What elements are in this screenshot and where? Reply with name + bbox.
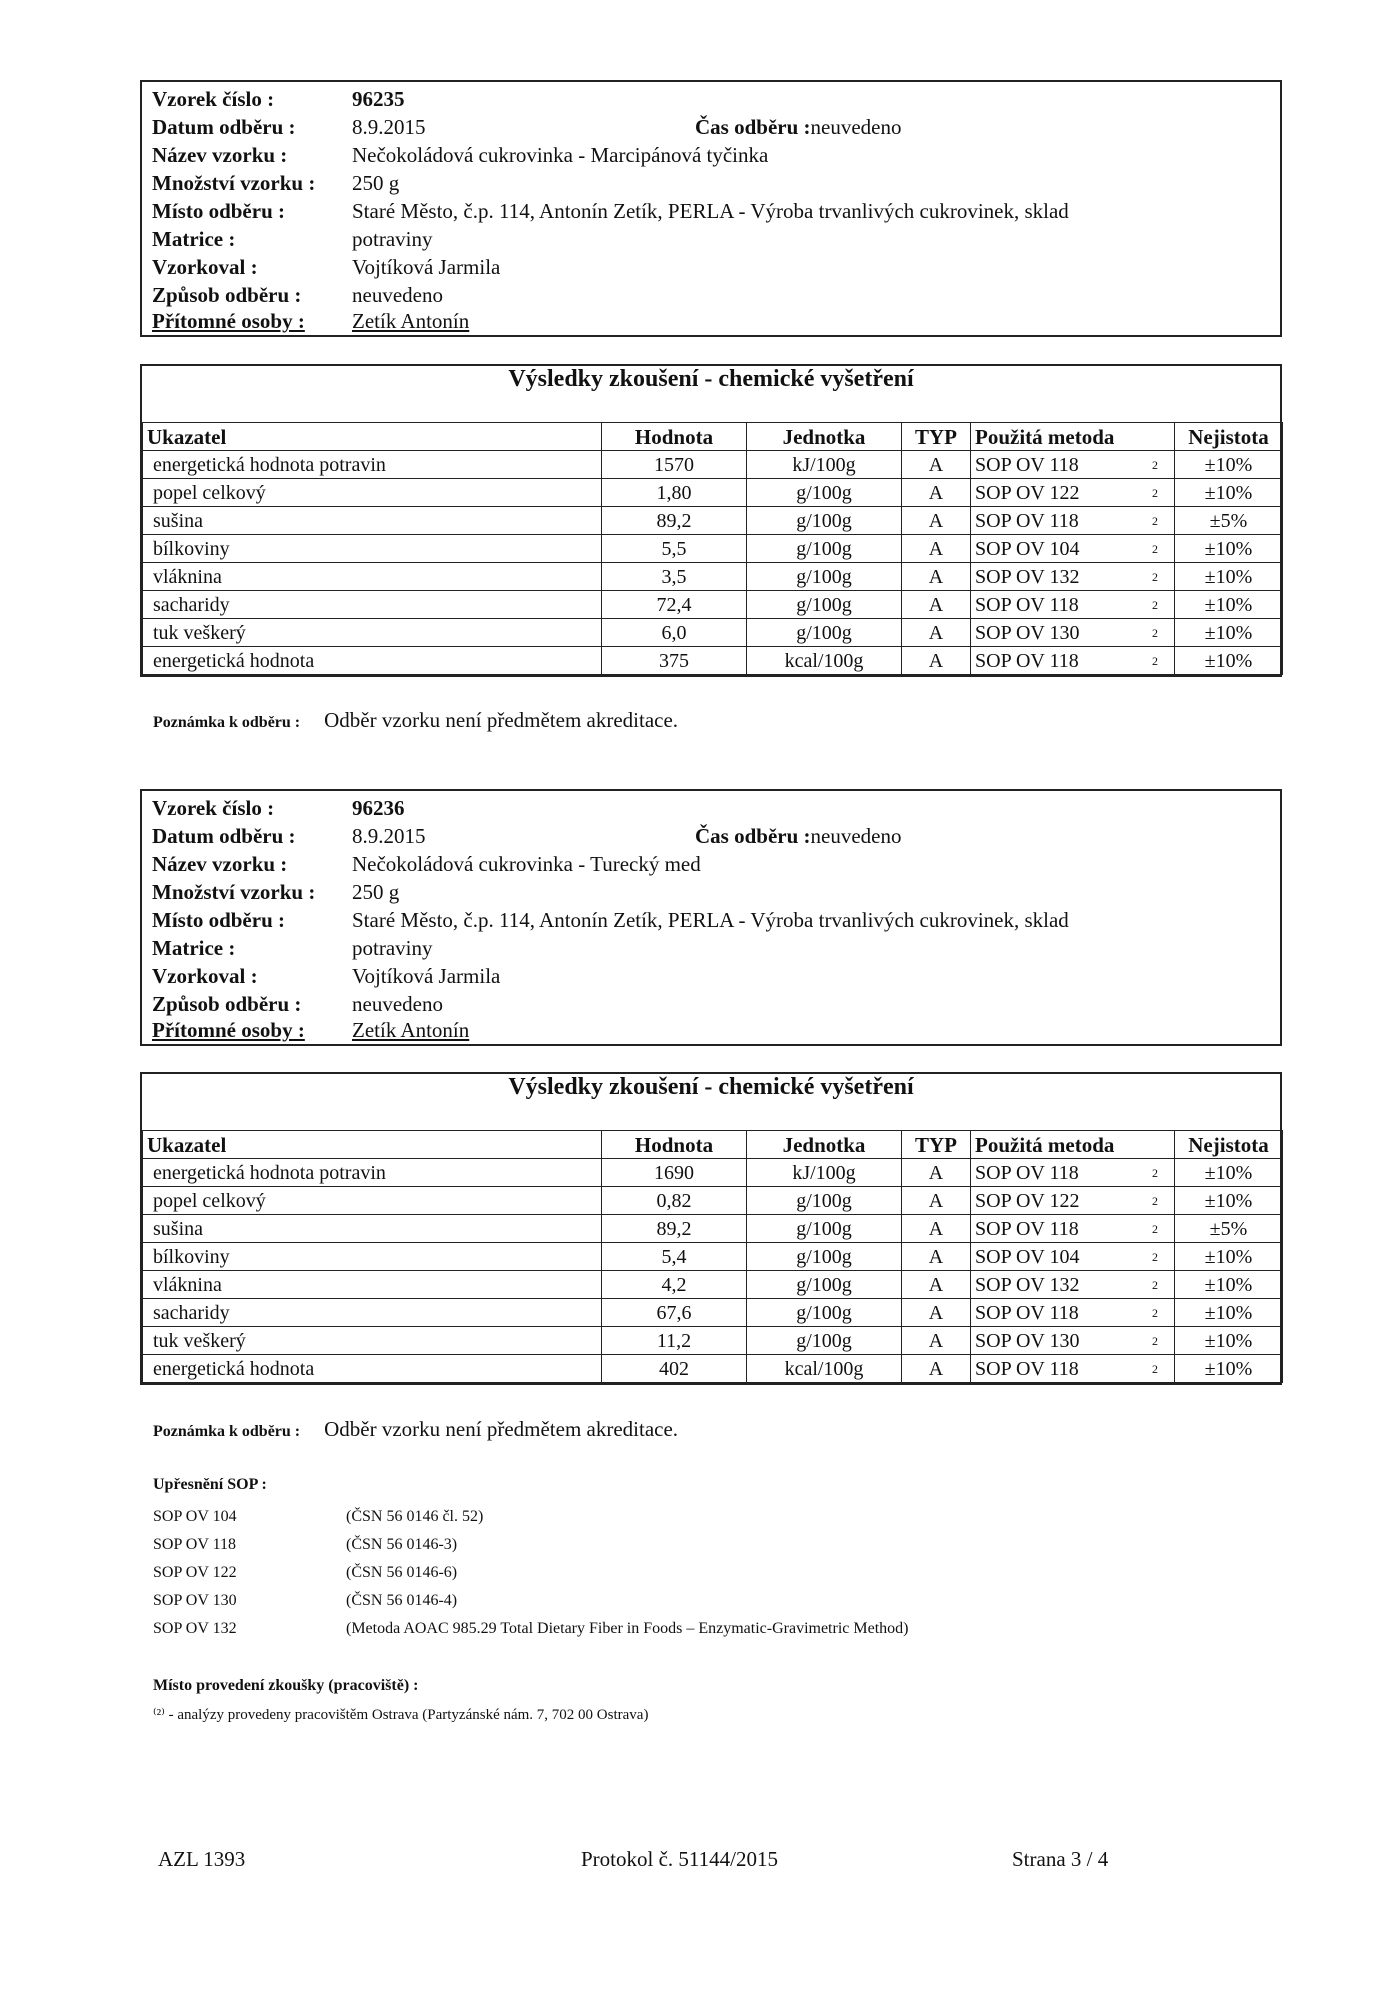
cell-unit: g/100g	[747, 1187, 902, 1215]
workplace-ref: 2	[1152, 513, 1158, 528]
cell-type: A	[902, 451, 971, 479]
method-code: SOP OV 132	[975, 1273, 1080, 1296]
cell-value: 5,4	[602, 1243, 747, 1271]
method-code: SOP OV 122	[975, 1189, 1080, 1212]
workplace-ref: 2	[1152, 1193, 1158, 1208]
workplace-ref: 2	[1152, 541, 1158, 556]
workplace-ref: 2	[1152, 569, 1158, 584]
cell-uncertainty: ±10%	[1175, 451, 1283, 479]
cell-indicator: bílkoviny	[143, 535, 602, 563]
col-header-value: Hodnota	[602, 423, 747, 451]
table-row	[143, 451, 1283, 479]
col-header-indicator: Ukazatel	[143, 423, 602, 451]
cell-indicator: vláknina	[143, 1271, 602, 1299]
table-row	[143, 479, 1283, 507]
field-label: Množství vzorku :	[152, 171, 316, 195]
cell-uncertainty: ±10%	[1175, 1187, 1283, 1215]
table-row	[143, 647, 1283, 675]
method-code: SOP OV 118	[975, 1357, 1079, 1380]
cell-value: 0,82	[602, 1187, 747, 1215]
sop-code: SOP OV 130	[153, 1592, 237, 1609]
cell-type: A	[902, 1355, 971, 1383]
sampling-time-label: Čas odběru :	[695, 115, 811, 139]
sample-info-box-1	[140, 80, 1282, 337]
workplace-ref: 2	[1152, 653, 1158, 668]
sampling-time-value: neuvedeno	[810, 824, 902, 848]
cell-uncertainty: ±10%	[1175, 647, 1283, 675]
workplace-ref: 2	[1152, 1305, 1158, 1320]
cell-type: A	[902, 591, 971, 619]
results-title: Výsledky zkoušení - chemické vyšetření	[508, 366, 914, 392]
workplace-ref: 2	[1152, 1221, 1158, 1236]
field-label: Název vzorku :	[152, 852, 288, 876]
cell-method	[971, 619, 1175, 647]
cell-value: 11,2	[602, 1327, 747, 1355]
sop-desc: (ČSN 56 0146-3)	[346, 1536, 458, 1553]
note-value: Odběr vzorku není předmětem akreditace.	[324, 1417, 679, 1441]
cell-type: A	[902, 479, 971, 507]
field-label: Způsob odběru :	[152, 283, 302, 307]
cell-value: 1,80	[602, 479, 747, 507]
cell-value: 6,0	[602, 619, 747, 647]
cell-uncertainty: ±10%	[1175, 1271, 1283, 1299]
cell-uncertainty: ±10%	[1175, 1327, 1283, 1355]
sop-desc: (Metoda AOAC 985.29 Total Dietary Fiber in Foods – Enzymatic-Gravimetric Method)	[346, 1620, 909, 1637]
sampling-note-2	[153, 1417, 678, 1442]
field-value: 250 g	[352, 171, 400, 195]
cell-indicator: energetická hodnota potravin	[143, 451, 602, 479]
cell-uncertainty: ±10%	[1175, 535, 1283, 563]
sampling-time	[695, 823, 901, 849]
sop-desc: (ČSN 56 0146-4)	[346, 1592, 458, 1609]
footer-protocol-number: Protokol č. 51144/2015	[581, 1847, 778, 1871]
method-code: SOP OV 118	[975, 1161, 1079, 1184]
cell-value: 4,2	[602, 1271, 747, 1299]
method-code: SOP OV 118	[975, 649, 1079, 672]
table-row	[143, 591, 1283, 619]
results-title: Výsledky zkoušení - chemické vyšetření	[508, 1074, 914, 1100]
results-table-1	[142, 422, 1283, 675]
cell-method	[971, 479, 1175, 507]
method-code: SOP OV 122	[975, 481, 1080, 504]
sop-code: SOP OV 122	[153, 1564, 237, 1581]
field-label: Způsob odběru :	[152, 992, 302, 1016]
cell-method	[971, 1271, 1175, 1299]
cell-value: 67,6	[602, 1299, 747, 1327]
table-row	[143, 1215, 1283, 1243]
sample-info-box-2	[140, 789, 1282, 1046]
cell-unit: g/100g	[747, 1215, 902, 1243]
field-label: Datum odběru :	[152, 115, 296, 139]
sampling-time-label: Čas odběru :	[695, 824, 811, 848]
col-header-value: Hodnota	[602, 1131, 747, 1159]
method-code: SOP OV 130	[975, 621, 1080, 644]
field-label: Vzorkoval :	[152, 964, 258, 988]
cell-method	[971, 1355, 1175, 1383]
sop-heading: Upřesnění SOP :	[153, 1476, 267, 1493]
field-value: Staré Město, č.p. 114, Antonín Zetík, PERLA - Výroba trvanlivých cukrovinek, sklad	[352, 199, 1069, 223]
cell-indicator: sušina	[143, 507, 602, 535]
table-header-row	[143, 423, 1283, 451]
cell-unit: g/100g	[747, 1271, 902, 1299]
cell-unit: g/100g	[747, 1243, 902, 1271]
table-row	[143, 1271, 1283, 1299]
table-row	[143, 1159, 1283, 1187]
field-label: Místo odběru :	[152, 199, 285, 223]
field-value: 96236	[352, 796, 405, 820]
cell-unit: g/100g	[747, 563, 902, 591]
col-header-unit: Jednotka	[747, 423, 902, 451]
cell-unit: g/100g	[747, 1299, 902, 1327]
cell-indicator: sacharidy	[143, 1299, 602, 1327]
cell-value: 375	[602, 647, 747, 675]
sop-desc: (ČSN 56 0146-6)	[346, 1564, 458, 1581]
cell-type: A	[902, 1327, 971, 1355]
field-value: Zetík Antonín	[352, 309, 470, 333]
sop-code: SOP OV 104	[153, 1508, 237, 1525]
cell-indicator: tuk veškerý	[143, 619, 602, 647]
workplace-ref: 2	[1152, 625, 1158, 640]
field-label: Přítomné osoby :	[152, 1018, 305, 1042]
workplace-ref: 2	[1152, 1249, 1158, 1264]
cell-unit: kcal/100g	[747, 1355, 902, 1383]
table-row	[143, 507, 1283, 535]
table-header-row	[143, 1131, 1283, 1159]
table-row	[143, 535, 1283, 563]
cell-indicator: popel celkový	[143, 1187, 602, 1215]
cell-method	[971, 563, 1175, 591]
cell-value: 5,5	[602, 535, 747, 563]
cell-method	[971, 647, 1175, 675]
cell-indicator: bílkoviny	[143, 1243, 602, 1271]
cell-method	[971, 535, 1175, 563]
cell-type: A	[902, 1271, 971, 1299]
method-code: SOP OV 118	[975, 453, 1079, 476]
note-label: Poznámka k odběru :	[153, 714, 301, 731]
field-label: Datum odběru :	[152, 824, 296, 848]
cell-uncertainty: ±10%	[1175, 619, 1283, 647]
col-header-uncertainty: Nejistota	[1175, 1131, 1283, 1159]
field-value: 250 g	[352, 880, 400, 904]
method-code: SOP OV 118	[975, 509, 1079, 532]
workplace-ref: 2	[1152, 1165, 1158, 1180]
cell-type: A	[902, 1159, 971, 1187]
cell-uncertainty: ±10%	[1175, 1243, 1283, 1271]
cell-method	[971, 1299, 1175, 1327]
cell-indicator: energetická hodnota	[143, 647, 602, 675]
field-label: Vzorek číslo :	[152, 87, 275, 111]
results-table-2	[142, 1130, 1283, 1383]
field-value: neuvedeno	[352, 283, 443, 307]
cell-unit: kcal/100g	[747, 647, 902, 675]
field-value: 8.9.2015	[352, 115, 426, 139]
field-value: 8.9.2015	[352, 824, 426, 848]
results-box-1	[140, 364, 1282, 677]
field-label: Název vzorku :	[152, 143, 288, 167]
col-header-type: TYP	[902, 1131, 971, 1159]
field-value: Vojtíková Jarmila	[352, 255, 501, 279]
field-label: Množství vzorku :	[152, 880, 316, 904]
cell-value: 72,4	[602, 591, 747, 619]
sop-desc: (ČSN 56 0146 čl. 52)	[346, 1508, 484, 1525]
field-value: potraviny	[352, 936, 433, 960]
cell-indicator: sacharidy	[143, 591, 602, 619]
note-label: Poznámka k odběru :	[153, 1423, 301, 1440]
cell-indicator: energetická hodnota potravin	[143, 1159, 602, 1187]
cell-indicator: energetická hodnota	[143, 1355, 602, 1383]
method-code: SOP OV 118	[975, 593, 1079, 616]
cell-type: A	[902, 647, 971, 675]
method-code: SOP OV 104	[975, 1245, 1080, 1268]
method-code: SOP OV 118	[975, 1217, 1079, 1240]
cell-method	[971, 451, 1175, 479]
cell-method	[971, 1243, 1175, 1271]
field-value: Zetík Antonín	[352, 1018, 470, 1042]
table-row	[143, 1299, 1283, 1327]
footer-lab-id: AZL 1393	[158, 1847, 246, 1871]
cell-value: 89,2	[602, 1215, 747, 1243]
cell-type: A	[902, 507, 971, 535]
test-place-text: ⁽²⁾ - analýzy provedeny pracovištěm Ostrava (Partyzánské nám. 7, 702 00 Ostrava)	[153, 1707, 649, 1723]
table-row	[143, 563, 1283, 591]
field-label: Matrice :	[152, 936, 236, 960]
col-header-type: TYP	[902, 423, 971, 451]
cell-indicator: tuk veškerý	[143, 1327, 602, 1355]
test-place-heading: Místo provedení zkoušky (pracoviště) :	[153, 1677, 419, 1694]
cell-value: 89,2	[602, 507, 747, 535]
cell-uncertainty: ±5%	[1175, 1215, 1283, 1243]
cell-type: A	[902, 535, 971, 563]
cell-type: A	[902, 1299, 971, 1327]
footer-page-number: Strana 3 / 4	[1012, 1847, 1109, 1871]
cell-method	[971, 591, 1175, 619]
workplace-ref: 2	[1152, 1361, 1158, 1376]
results-box-2	[140, 1072, 1282, 1385]
field-value: Nečokoládová cukrovinka - Marcipánová tyčinka	[352, 143, 769, 167]
cell-type: A	[902, 619, 971, 647]
sampling-time-value: neuvedeno	[810, 115, 902, 139]
cell-uncertainty: ±10%	[1175, 1159, 1283, 1187]
field-value: Vojtíková Jarmila	[352, 964, 501, 988]
field-value: potraviny	[352, 227, 433, 251]
workplace-ref: 2	[1152, 1333, 1158, 1348]
cell-type: A	[902, 1243, 971, 1271]
cell-uncertainty: ±10%	[1175, 563, 1283, 591]
cell-value: 3,5	[602, 563, 747, 591]
workplace-ref: 2	[1152, 457, 1158, 472]
cell-value: 1690	[602, 1159, 747, 1187]
workplace-ref: 2	[1152, 485, 1158, 500]
col-header-indicator: Ukazatel	[143, 1131, 602, 1159]
table-row	[143, 1243, 1283, 1271]
cell-type: A	[902, 563, 971, 591]
sop-code: SOP OV 118	[153, 1536, 236, 1553]
cell-uncertainty: ±5%	[1175, 507, 1283, 535]
field-label: Místo odběru :	[152, 908, 285, 932]
cell-unit: g/100g	[747, 619, 902, 647]
sampling-note-1	[153, 708, 678, 733]
cell-unit: g/100g	[747, 535, 902, 563]
cell-uncertainty: ±10%	[1175, 1299, 1283, 1327]
cell-type: A	[902, 1215, 971, 1243]
cell-uncertainty: ±10%	[1175, 479, 1283, 507]
field-label: Vzorkoval :	[152, 255, 258, 279]
method-code: SOP OV 132	[975, 565, 1080, 588]
cell-method	[971, 1215, 1175, 1243]
field-value: Nečokoládová cukrovinka - Turecký med	[352, 852, 701, 876]
cell-unit: g/100g	[747, 479, 902, 507]
method-code: SOP OV 118	[975, 1301, 1079, 1324]
field-label: Matrice :	[152, 227, 236, 251]
cell-method	[971, 1159, 1175, 1187]
cell-unit: g/100g	[747, 507, 902, 535]
cell-method	[971, 507, 1175, 535]
method-code: SOP OV 130	[975, 1329, 1080, 1352]
cell-type: A	[902, 1187, 971, 1215]
col-header-method: Použitá metoda	[971, 1131, 1175, 1159]
method-code: SOP OV 104	[975, 537, 1080, 560]
table-row	[143, 1187, 1283, 1215]
col-header-uncertainty: Nejistota	[1175, 423, 1283, 451]
col-header-unit: Jednotka	[747, 1131, 902, 1159]
field-label: Přítomné osoby :	[152, 309, 305, 333]
field-value: neuvedeno	[352, 992, 443, 1016]
cell-method	[971, 1327, 1175, 1355]
cell-unit: g/100g	[747, 591, 902, 619]
note-value: Odběr vzorku není předmětem akreditace.	[324, 708, 679, 732]
cell-value: 402	[602, 1355, 747, 1383]
col-header-method: Použitá metoda	[971, 423, 1175, 451]
cell-uncertainty: ±10%	[1175, 591, 1283, 619]
workplace-ref: 2	[1152, 1277, 1158, 1292]
cell-method	[971, 1187, 1175, 1215]
cell-indicator: popel celkový	[143, 479, 602, 507]
cell-value: 1570	[602, 451, 747, 479]
sampling-time	[695, 114, 901, 140]
field-value: Staré Město, č.p. 114, Antonín Zetík, PERLA - Výroba trvanlivých cukrovinek, sklad	[352, 908, 1069, 932]
cell-indicator: vláknina	[143, 563, 602, 591]
table-row	[143, 1327, 1283, 1355]
workplace-ref: 2	[1152, 597, 1158, 612]
sop-code: SOP OV 132	[153, 1620, 237, 1637]
cell-unit: g/100g	[747, 1327, 902, 1355]
field-label: Vzorek číslo :	[152, 796, 275, 820]
cell-unit: kJ/100g	[747, 451, 902, 479]
table-row	[143, 1355, 1283, 1383]
cell-indicator: sušina	[143, 1215, 602, 1243]
cell-unit: kJ/100g	[747, 1159, 902, 1187]
table-row	[143, 619, 1283, 647]
field-value: 96235	[352, 87, 405, 111]
cell-uncertainty: ±10%	[1175, 1355, 1283, 1383]
